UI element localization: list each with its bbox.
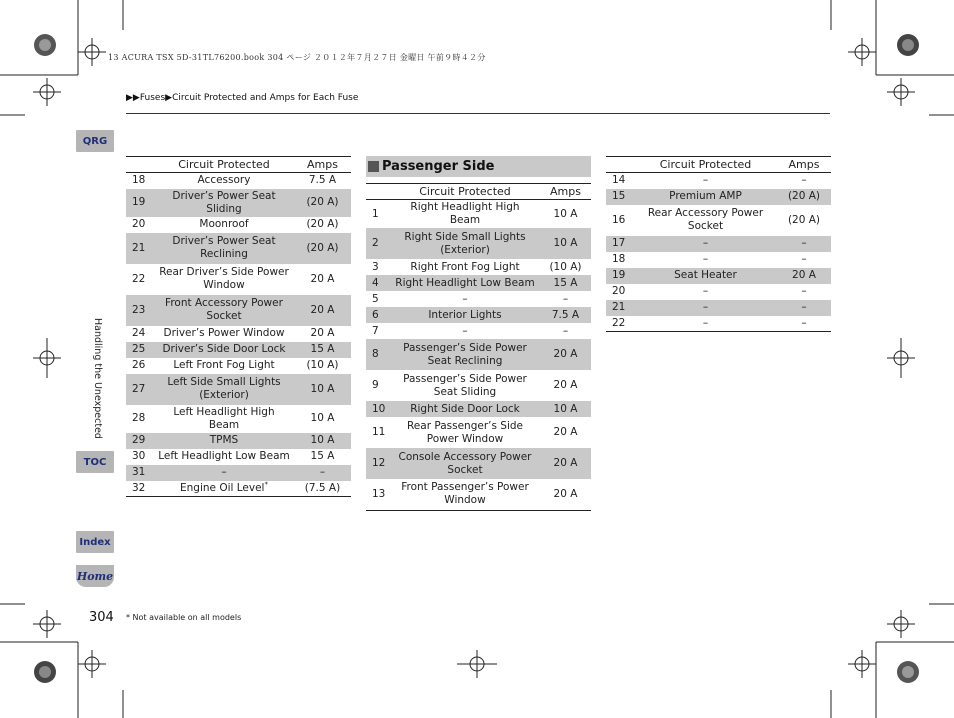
- amps-value: (10 A): [549, 260, 582, 273]
- amps-value: 15 A: [310, 450, 335, 462]
- circuit-protected: [390, 200, 540, 229]
- amps-value: –: [801, 253, 807, 265]
- fuse-number: 21: [612, 301, 626, 313]
- page-number: 304: [89, 610, 114, 625]
- circuit-text: Console Accessory Power Socket: [398, 450, 532, 476]
- header-number: [126, 157, 154, 173]
- table-row: [126, 173, 351, 189]
- circuit-protected: [154, 189, 294, 217]
- circuit-text: Moonroof: [199, 218, 249, 230]
- table-row: [366, 448, 591, 479]
- section-label: Handling the Unexpected: [92, 318, 103, 439]
- fuse-number: 3: [372, 260, 379, 273]
- circuit-protected: [390, 275, 540, 291]
- circuit-protected: [154, 173, 294, 189]
- table-row: [606, 189, 831, 205]
- header-circuit: Circuit Protected: [390, 184, 540, 200]
- circuit-text: Right Headlight High Beam: [410, 201, 520, 226]
- circuit-text: –: [221, 466, 227, 478]
- table-row: [126, 405, 351, 433]
- index-button[interactable]: Index: [76, 531, 114, 553]
- amps-value: (20 A): [306, 196, 339, 208]
- table-row: [366, 291, 591, 307]
- circuit-text: Driver’s Power Seat Sliding: [172, 189, 276, 215]
- circuit-protected: [634, 173, 777, 189]
- circuit-text: –: [462, 292, 468, 305]
- circuit-text: Front Passenger’s Power Window: [401, 481, 529, 507]
- circuit-text: Driver’s Side Door Lock: [162, 343, 286, 355]
- amps-value: 20 A: [553, 348, 578, 360]
- circuit-text: Right Side Small Lights (Exterior): [404, 230, 526, 256]
- table-row: [366, 228, 591, 259]
- fuse-number: 1: [372, 207, 379, 220]
- toc-button[interactable]: TOC: [76, 451, 114, 473]
- table-row: [366, 307, 591, 323]
- amps-value: –: [801, 316, 807, 329]
- table-row: [366, 339, 591, 370]
- amps-value: 10 A: [310, 434, 335, 446]
- amps-value: –: [801, 237, 807, 249]
- table-row: [126, 264, 351, 295]
- fuse-number: 13: [372, 487, 386, 500]
- circuit-protected: [634, 189, 777, 205]
- amps-value: 10 A: [553, 207, 578, 220]
- breadcrumb-separator-icon: ▶: [165, 93, 173, 103]
- section-square-icon: [368, 161, 379, 172]
- circuit-text: Premium AMP: [669, 190, 742, 202]
- header-number: [366, 184, 390, 200]
- circuit-text: Interior Lights: [428, 308, 502, 321]
- section-title-text: Passenger Side: [382, 159, 495, 174]
- print-header: 13 ACURA TSX 5D-31TL76200.book 304 ページ ２０１２年７月２７日 金曜日 午前９時４２分: [108, 53, 486, 62]
- fuse-number: 15: [612, 190, 626, 202]
- table-row: [366, 417, 591, 448]
- circuit-protected: [390, 323, 540, 339]
- table-row: [126, 358, 351, 374]
- qrg-button[interactable]: QRG: [76, 130, 114, 152]
- amps-value: (20 A): [306, 241, 339, 254]
- table-row: [366, 275, 591, 291]
- amps-value: –: [801, 301, 807, 313]
- circuit-text: Left Headlight High Beam: [173, 405, 275, 431]
- fuse-number: 23: [132, 303, 146, 316]
- fuse-number: 31: [132, 466, 146, 478]
- circuit-text: Left Front Fog Light: [173, 359, 275, 371]
- table-row: [366, 323, 591, 339]
- circuit-protected: [390, 259, 540, 275]
- fuse-number: 8: [372, 348, 379, 360]
- table-row: [606, 316, 831, 332]
- fuse-number: 9: [372, 379, 379, 391]
- passenger-side-fuse-table: [366, 183, 591, 511]
- table-row: [126, 217, 351, 233]
- amps-value: –: [562, 324, 569, 337]
- circuit-protected: [154, 264, 294, 295]
- table-row: [126, 295, 351, 326]
- fuse-number: 24: [132, 327, 146, 339]
- amps-value: 15 A: [553, 276, 578, 289]
- table-row: [366, 200, 591, 229]
- fuse-number: 27: [132, 382, 146, 395]
- header-number: [606, 157, 634, 173]
- section-title: [366, 156, 591, 177]
- header-circuit: Circuit Protected: [154, 157, 294, 173]
- footnote-mark: *: [264, 480, 268, 489]
- header-amps: Amps: [294, 157, 351, 173]
- circuit-protected: [390, 339, 540, 370]
- header-circuit: Circuit Protected: [634, 157, 777, 173]
- circuit-text: TPMS: [209, 434, 239, 446]
- fuse-number: 7: [372, 324, 379, 337]
- amps-value: (20 A): [306, 218, 339, 230]
- table-row: [606, 300, 831, 316]
- amps-value: 20 A: [553, 426, 578, 438]
- header-amps: Amps: [540, 184, 591, 200]
- amps-value: 20 A: [553, 457, 578, 469]
- circuit-protected: [154, 374, 294, 405]
- fuse-number: 32: [132, 481, 146, 494]
- circuit-protected: [634, 236, 777, 252]
- fuse-number: 17: [612, 237, 626, 249]
- passenger-side-fuse-table-continued: [606, 156, 831, 332]
- circuit-protected: [154, 433, 294, 449]
- fuse-number: 19: [612, 269, 626, 281]
- fuse-number: 4: [372, 276, 379, 289]
- circuit-text: Accessory: [197, 174, 251, 187]
- circuit-text: Passenger’s Side Power Seat Reclining: [403, 341, 527, 367]
- amps-value: 7.5 A: [551, 308, 580, 321]
- amps-value: 20 A: [792, 269, 816, 281]
- home-button[interactable]: Home: [76, 565, 114, 587]
- amps-value: 10 A: [553, 237, 578, 249]
- circuit-protected: [154, 465, 294, 481]
- circuit-text: Driver’s Power Seat Reclining: [172, 235, 276, 260]
- amps-value: –: [801, 174, 807, 187]
- fuse-number: 19: [132, 196, 146, 208]
- circuit-text: –: [702, 253, 709, 265]
- amps-value: 20 A: [310, 327, 335, 339]
- amps-value: 10 A: [553, 402, 578, 415]
- circuit-text: Passenger’s Side Power Seat Sliding: [403, 372, 527, 398]
- circuit-text: –: [702, 301, 709, 313]
- fuse-number: 21: [132, 241, 146, 254]
- fuse-number: 16: [612, 213, 626, 226]
- circuit-text: –: [702, 174, 709, 187]
- circuit-text: Rear Accessory Power Socket: [647, 207, 764, 232]
- circuit-text: –: [702, 316, 709, 329]
- circuit-text: Right Headlight Low Beam: [395, 276, 535, 289]
- circuit-protected: [390, 370, 540, 401]
- circuit-text: Seat Heater: [674, 269, 737, 281]
- table-row: [606, 268, 831, 284]
- table-row: [126, 465, 351, 481]
- table-row: [606, 173, 831, 189]
- amps-value: (20 A): [787, 190, 821, 202]
- amps-value: 10 A: [310, 382, 335, 395]
- table-row: [366, 259, 591, 275]
- driver-side-fuse-table: [126, 156, 351, 497]
- fuse-number: 12: [372, 457, 386, 469]
- fuse-number: 20: [612, 285, 626, 297]
- table-row: [606, 236, 831, 252]
- circuit-protected: [154, 481, 294, 497]
- table-row: [126, 433, 351, 449]
- table-row: [366, 401, 591, 417]
- fuse-number: 11: [372, 426, 386, 438]
- circuit-text: Front Accessory Power Socket: [165, 297, 283, 322]
- circuit-text: Left Headlight Low Beam: [158, 450, 290, 462]
- circuit-protected: [390, 448, 540, 479]
- table-row: [126, 342, 351, 358]
- table-row: [366, 370, 591, 401]
- table-row: [126, 449, 351, 465]
- amps-value: –: [562, 292, 569, 305]
- circuit-protected: [390, 417, 540, 448]
- fuse-number: 6: [372, 308, 379, 321]
- fuse-number: 18: [612, 253, 626, 265]
- fuse-number: 18: [132, 174, 146, 187]
- breadcrumb-current: Circuit Protected and Amps for Each Fuse: [172, 93, 359, 103]
- amps-value: 10 A: [310, 412, 335, 424]
- amps-value: 20 A: [310, 272, 335, 285]
- circuit-protected: [634, 284, 777, 300]
- circuit-protected: [634, 300, 777, 316]
- circuit-protected: [154, 342, 294, 358]
- circuit-protected: [154, 405, 294, 433]
- amps-value: (20 A): [787, 213, 821, 226]
- circuit-text: Engine Oil Level: [180, 481, 265, 494]
- breadcrumb: [126, 93, 358, 103]
- breadcrumb-arrow-icon: ▶▶: [126, 93, 140, 103]
- circuit-protected: [634, 252, 777, 268]
- table-row: [606, 252, 831, 268]
- breadcrumb-fuses-link[interactable]: Fuses: [139, 93, 166, 103]
- amps-value: (7.5 A): [304, 481, 341, 494]
- circuit-protected: [634, 268, 777, 284]
- circuit-text: –: [702, 285, 709, 297]
- footnote: * Not available on all models: [126, 613, 242, 622]
- circuit-protected: [390, 291, 540, 307]
- circuit-text: Rear Passenger’s Side Power Window: [406, 419, 524, 445]
- table-row: [126, 233, 351, 264]
- fuse-number: 28: [132, 412, 146, 424]
- circuit-protected: [154, 358, 294, 374]
- circuit-text: Driver’s Power Window: [163, 327, 285, 339]
- fuse-number: 29: [132, 434, 146, 446]
- amps-value: 7.5 A: [308, 174, 337, 187]
- circuit-protected: [154, 295, 294, 326]
- circuit-text: –: [462, 324, 468, 337]
- circuit-text: Right Side Door Lock: [410, 402, 520, 415]
- fuse-number: 2: [372, 237, 379, 249]
- circuit-text: Rear Driver’s Side Power Window: [159, 266, 289, 291]
- circuit-text: Left Side Small Lights (Exterior): [167, 376, 281, 401]
- fuse-number: 22: [132, 272, 146, 285]
- circuit-protected: [154, 217, 294, 233]
- table-row: [366, 479, 591, 510]
- amps-value: 15 A: [310, 343, 335, 355]
- circuit-protected: [390, 307, 540, 323]
- circuit-protected: [154, 449, 294, 465]
- table-row: [606, 284, 831, 300]
- circuit-protected: [634, 205, 777, 236]
- fuse-number: 5: [372, 292, 379, 305]
- fuse-number: 25: [132, 343, 146, 355]
- fuse-number: 20: [132, 218, 146, 230]
- fuse-number: 22: [612, 316, 626, 329]
- header-rule: [126, 113, 830, 114]
- amps-value: –: [319, 466, 326, 478]
- circuit-protected: [154, 233, 294, 264]
- circuit-protected: [390, 401, 540, 417]
- table-row: [126, 481, 351, 497]
- table-row: [126, 189, 351, 217]
- amps-value: –: [801, 285, 807, 297]
- table-row: [126, 374, 351, 405]
- amps-value: (10 A): [306, 359, 339, 371]
- fuse-number: 30: [132, 450, 146, 462]
- fuse-number: 10: [372, 402, 386, 415]
- fuse-number: 14: [612, 174, 626, 187]
- circuit-protected: [390, 479, 540, 510]
- amps-value: 20 A: [553, 487, 578, 500]
- table-row: [126, 326, 351, 342]
- fuse-number: 26: [132, 359, 146, 371]
- circuit-protected: [390, 228, 540, 259]
- circuit-protected: [634, 316, 777, 332]
- header-amps: Amps: [777, 157, 831, 173]
- circuit-text: –: [702, 237, 709, 249]
- amps-value: 20 A: [310, 303, 335, 316]
- circuit-protected: [154, 326, 294, 342]
- amps-value: 20 A: [553, 379, 578, 391]
- circuit-text: Right Front Fog Light: [410, 260, 520, 273]
- table-row: [606, 205, 831, 236]
